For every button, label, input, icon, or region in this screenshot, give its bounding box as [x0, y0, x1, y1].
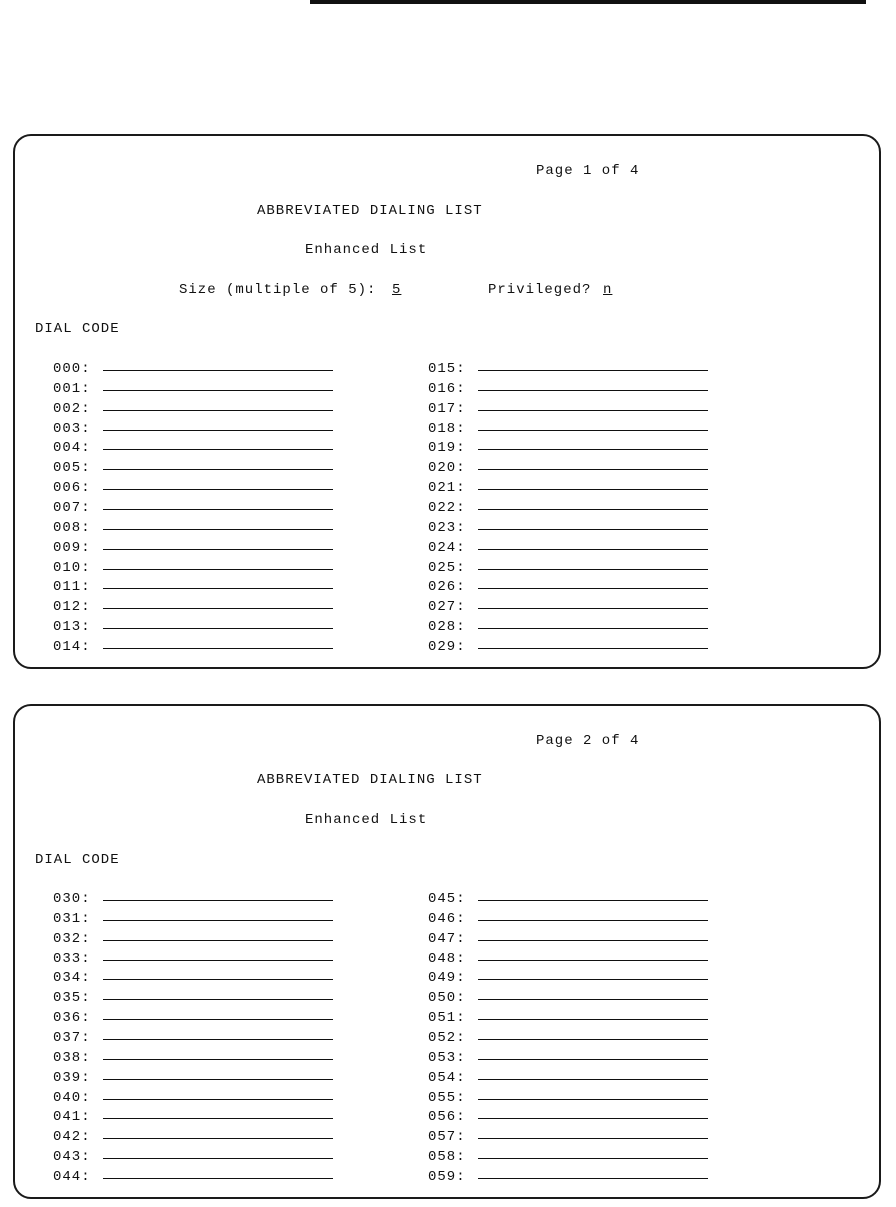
- dial-code-entry-field[interactable]: [103, 449, 333, 450]
- dial-code-entry-field[interactable]: [478, 430, 708, 431]
- dial-code-label: 023:: [428, 519, 466, 536]
- dial-code-entry-field[interactable]: [478, 1118, 708, 1119]
- dial-code-entry-field[interactable]: [103, 979, 333, 980]
- dial-code-header: DIAL CODE: [35, 852, 120, 868]
- dial-code-entry-field[interactable]: [478, 1178, 708, 1179]
- dial-code-label: 034:: [53, 970, 91, 987]
- dial-code-entry-field[interactable]: [478, 549, 708, 550]
- dial-code-label: 044:: [53, 1168, 91, 1185]
- dial-code-entry-field[interactable]: [478, 1099, 708, 1100]
- form-subtitle: Enhanced List: [305, 812, 428, 828]
- dial-code-entry-field[interactable]: [103, 920, 333, 921]
- dial-code-entry-field[interactable]: [478, 920, 708, 921]
- page-indicator: Page 1 of 4: [536, 163, 640, 179]
- dial-code-entry-field[interactable]: [478, 569, 708, 570]
- dial-code-entry-field[interactable]: [103, 1158, 333, 1159]
- dial-code-label: 003:: [53, 420, 91, 437]
- dial-code-entry-field[interactable]: [103, 489, 333, 490]
- dial-code-label: 029:: [428, 638, 466, 655]
- dial-code-entry-field[interactable]: [478, 1158, 708, 1159]
- dial-code-entry-field[interactable]: [478, 1138, 708, 1139]
- dial-code-entry-field[interactable]: [103, 430, 333, 431]
- form-subtitle: Enhanced List: [305, 242, 428, 258]
- dial-code-label: 027:: [428, 599, 466, 616]
- dial-code-label: 042:: [53, 1129, 91, 1146]
- dial-code-label: 039:: [53, 1069, 91, 1086]
- dial-code-entry-field[interactable]: [478, 999, 708, 1000]
- dial-code-label: 020:: [428, 460, 466, 477]
- dial-code-entry-field[interactable]: [103, 370, 333, 371]
- dial-code-entry-field[interactable]: [103, 469, 333, 470]
- dial-code-entry-field[interactable]: [103, 1138, 333, 1139]
- dial-code-label: 001:: [53, 380, 91, 397]
- dial-code-label: 053:: [428, 1049, 466, 1066]
- dial-code-label: 036:: [53, 1010, 91, 1027]
- dial-code-label: 045:: [428, 891, 466, 907]
- dial-code-entry-field[interactable]: [478, 1059, 708, 1060]
- dial-code-label: 031:: [53, 910, 91, 927]
- dial-code-label: 058:: [428, 1149, 466, 1166]
- dial-code-entry-field[interactable]: [103, 940, 333, 941]
- dial-code-label: 019:: [428, 440, 466, 457]
- dial-code-entry-field[interactable]: [478, 469, 708, 470]
- top-rule: [310, 0, 866, 4]
- dial-code-label: 035:: [53, 990, 91, 1007]
- dial-code-label: 014:: [53, 638, 91, 655]
- dial-code-label: 041:: [53, 1109, 91, 1126]
- dial-code-label: 040:: [53, 1089, 91, 1106]
- dial-code-label: 030:: [53, 891, 91, 907]
- dial-code-label: 032:: [53, 930, 91, 947]
- dial-code-label: 008:: [53, 519, 91, 536]
- dial-code-entry-field[interactable]: [103, 960, 333, 961]
- page-indicator: Page 2 of 4: [536, 733, 640, 749]
- dial-code-entry-field[interactable]: [478, 489, 708, 490]
- dial-code-entry-field[interactable]: [103, 509, 333, 510]
- dial-code-entry-field[interactable]: [103, 1019, 333, 1020]
- dial-code-label: 010:: [53, 559, 91, 576]
- dial-code-label: 033:: [53, 950, 91, 967]
- size-label: Size (multiple of 5):: [179, 282, 377, 298]
- dial-code-label: 016:: [428, 380, 466, 397]
- dial-code-entry-field[interactable]: [478, 509, 708, 510]
- dial-code-label: 054:: [428, 1069, 466, 1086]
- dial-code-label: 046:: [428, 910, 466, 927]
- dial-code-label: 002:: [53, 400, 91, 417]
- dial-code-label: 005:: [53, 460, 91, 477]
- dial-code-label: 025:: [428, 559, 466, 576]
- dial-code-entry-field[interactable]: [478, 628, 708, 629]
- dial-code-entry-field[interactable]: [103, 648, 333, 649]
- dial-code-entry-field[interactable]: [103, 628, 333, 629]
- form-title: ABBREVIATED DIALING LIST: [257, 772, 483, 788]
- dial-code-label: 013:: [53, 619, 91, 636]
- dial-code-entry-field[interactable]: [478, 529, 708, 530]
- dial-code-entry-field[interactable]: [103, 410, 333, 411]
- privileged-label: Privileged?: [488, 282, 592, 298]
- dial-code-entry-field[interactable]: [103, 549, 333, 550]
- dial-code-entry-field[interactable]: [478, 370, 708, 371]
- dial-code-entry-field[interactable]: [478, 390, 708, 391]
- dial-code-label: 000:: [53, 361, 91, 377]
- dial-code-label: 007:: [53, 499, 91, 516]
- dial-code-label: 022:: [428, 499, 466, 516]
- dial-code-label: 011:: [53, 579, 91, 596]
- dial-code-entry-field[interactable]: [478, 979, 708, 980]
- dial-code-entry-field[interactable]: [478, 960, 708, 961]
- dial-code-entry-field[interactable]: [478, 449, 708, 450]
- dial-code-entry-field[interactable]: [103, 529, 333, 530]
- dial-code-entry-field[interactable]: [103, 608, 333, 609]
- form-title: ABBREVIATED DIALING LIST: [257, 203, 483, 219]
- dial-code-label: 050:: [428, 990, 466, 1007]
- dial-code-label: 047:: [428, 930, 466, 947]
- dial-code-entry-field[interactable]: [478, 900, 708, 901]
- dial-code-entry-field[interactable]: [103, 900, 333, 901]
- dial-code-label: 055:: [428, 1089, 466, 1106]
- dial-code-entry-field[interactable]: [103, 1099, 333, 1100]
- form-screen-page-1: [13, 134, 881, 669]
- dial-code-entry-field[interactable]: [103, 1178, 333, 1179]
- dial-code-entry-field[interactable]: [478, 648, 708, 649]
- dial-code-entry-field[interactable]: [103, 1039, 333, 1040]
- dial-code-entry-field[interactable]: [478, 1039, 708, 1040]
- dial-code-entry-field[interactable]: [103, 390, 333, 391]
- dial-code-label: 012:: [53, 599, 91, 616]
- dial-code-label: 051:: [428, 1010, 466, 1027]
- dial-code-label: 037:: [53, 1029, 91, 1046]
- privileged-field[interactable]: n: [603, 282, 613, 298]
- dial-code-header: DIAL CODE: [35, 321, 120, 337]
- dial-code-entry-field[interactable]: [478, 410, 708, 411]
- dial-code-label: 021:: [428, 480, 466, 497]
- dial-code-entry-field[interactable]: [103, 1118, 333, 1119]
- size-field[interactable]: 5: [392, 282, 402, 298]
- dial-code-label: 017:: [428, 400, 466, 417]
- dial-code-entry-field[interactable]: [103, 569, 333, 570]
- dial-code-label: 009:: [53, 539, 91, 556]
- dial-code-entry-field[interactable]: [478, 1079, 708, 1080]
- dial-code-label: 018:: [428, 420, 466, 437]
- dial-code-label: 015:: [428, 361, 466, 377]
- dial-code-entry-field[interactable]: [103, 999, 333, 1000]
- dial-code-label: 052:: [428, 1029, 466, 1046]
- dial-code-label: 026:: [428, 579, 466, 596]
- dial-code-entry-field[interactable]: [478, 608, 708, 609]
- dial-code-label: 028:: [428, 619, 466, 636]
- dial-code-label: 059:: [428, 1168, 466, 1185]
- dial-code-entry-field[interactable]: [103, 1059, 333, 1060]
- dial-code-label: 049:: [428, 970, 466, 987]
- dial-code-entry-field[interactable]: [103, 588, 333, 589]
- dial-code-label: 043:: [53, 1149, 91, 1166]
- dial-code-entry-field[interactable]: [478, 1019, 708, 1020]
- dial-code-label: 057:: [428, 1129, 466, 1146]
- dial-code-label: 006:: [53, 480, 91, 497]
- dial-code-label: 038:: [53, 1049, 91, 1066]
- form-screen-page-2: [13, 704, 881, 1199]
- dial-code-entry-field[interactable]: [478, 588, 708, 589]
- dial-code-entry-field[interactable]: [103, 1079, 333, 1080]
- dial-code-label: 004:: [53, 440, 91, 457]
- dial-code-entry-field[interactable]: [478, 940, 708, 941]
- dial-code-label: 048:: [428, 950, 466, 967]
- dial-code-label: 024:: [428, 539, 466, 556]
- dial-code-label: 056:: [428, 1109, 466, 1126]
